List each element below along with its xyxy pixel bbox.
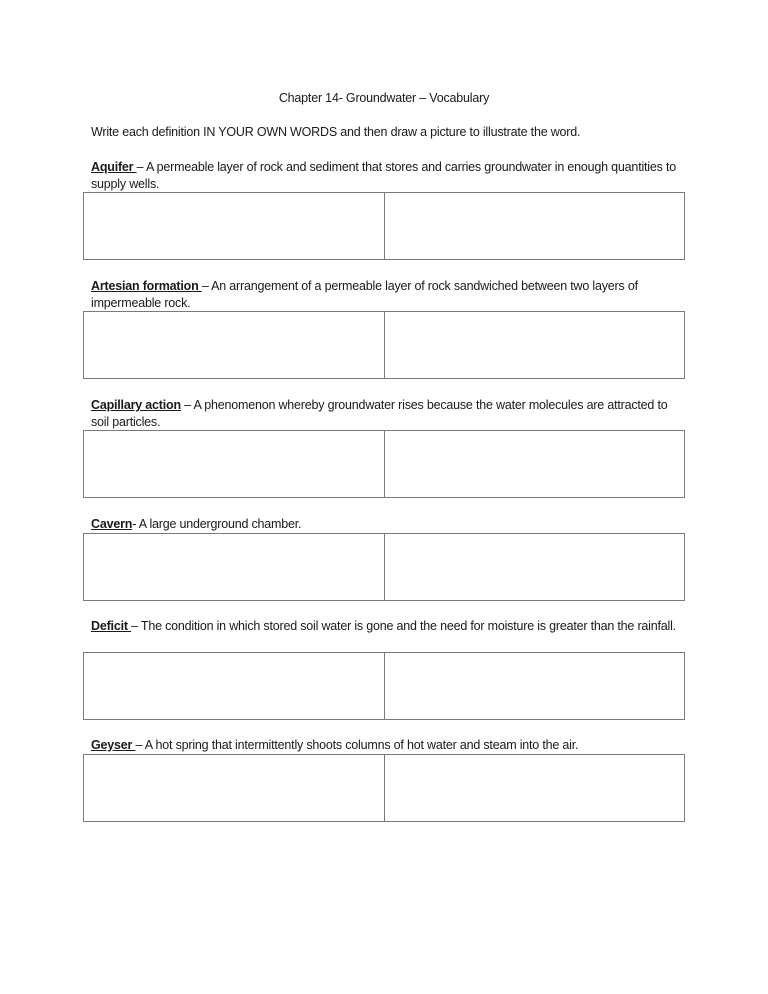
term: Artesian formation	[91, 279, 202, 293]
picture-cell[interactable]	[384, 193, 685, 259]
term: Aquifer	[91, 160, 137, 174]
instructions: Write each definition IN YOUR OWN WORDS and then draw a picture to illustrate the word.	[91, 125, 581, 139]
answer-box-aquifer	[83, 192, 685, 260]
own-words-cell[interactable]	[84, 755, 384, 821]
picture-cell[interactable]	[384, 755, 685, 821]
own-words-cell[interactable]	[84, 534, 384, 600]
answer-box-geyser	[83, 754, 685, 822]
vocab-definition-aquifer	[91, 159, 681, 192]
vocab-definition-capillary-action	[91, 397, 681, 430]
vocab-definition-deficit	[91, 618, 681, 635]
answer-box-cavern	[83, 533, 685, 601]
answer-box-capillary-action	[83, 430, 685, 498]
vocab-definition-cavern	[91, 516, 681, 533]
term: Cavern	[91, 517, 133, 531]
picture-cell[interactable]	[384, 653, 685, 719]
picture-cell[interactable]	[384, 312, 685, 378]
page-title: Chapter 14- Groundwater – Vocabulary	[278, 91, 490, 105]
definition-text: – A hot spring that intermittently shoots columns of hot water and steam into the air.	[135, 738, 579, 752]
own-words-cell[interactable]	[84, 653, 384, 719]
answer-box-artesian-formation	[83, 311, 685, 379]
definition-text: – An arrangement of a permeable layer of rock sandwiched between two layers of impermeable rock.	[91, 279, 638, 310]
vocab-definition-geyser	[91, 737, 681, 754]
definition-text: - A large underground chamber.	[132, 517, 302, 531]
definition-text: – A phenomenon whereby groundwater rises because the water molecules are attracted to soil particles.	[91, 398, 668, 429]
vocab-definition-artesian-formation	[91, 278, 681, 311]
term: Deficit	[91, 619, 132, 633]
own-words-cell[interactable]	[84, 431, 384, 497]
own-words-cell[interactable]	[84, 193, 384, 259]
term: Capillary action	[91, 398, 181, 412]
picture-cell[interactable]	[384, 534, 685, 600]
answer-box-deficit	[83, 652, 685, 720]
definition-text: – A permeable layer of rock and sediment that stores and carries groundwater in enough quantities to supply wells.	[91, 160, 676, 191]
picture-cell[interactable]	[384, 431, 685, 497]
term: Geyser	[91, 738, 136, 752]
own-words-cell[interactable]	[84, 312, 384, 378]
definition-text: – The condition in which stored soil water is gone and the need for moisture is greater than the rainfall.	[131, 619, 676, 633]
